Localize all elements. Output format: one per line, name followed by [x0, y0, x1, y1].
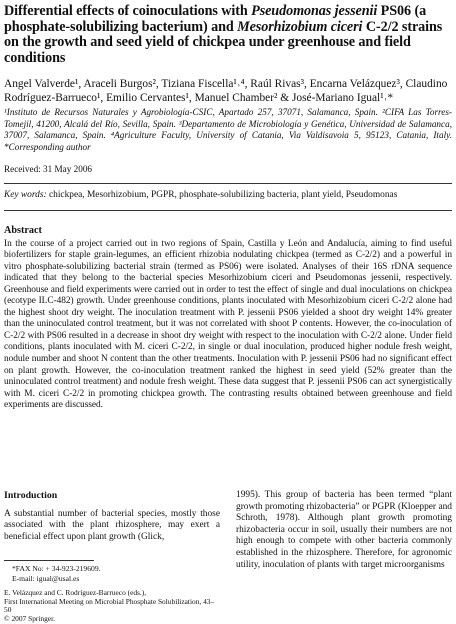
publication-editors: E. Velázquez and C. Rodríguez-Barrueco (eds.), — [4, 588, 147, 598]
publication-copyright: © 2007 Springer. — [4, 613, 55, 623]
author-list: Angel Valverde¹, Araceli Burgos², Tiziana Fiscella¹˒⁴, Raúl Rivas³, Encarna Velázquez³, Claudino Rodríguez-Barrueco¹, Emilio Cervantes¹, Manuel Chamber² & José-Mariano Igual¹˒* — [4, 78, 448, 104]
divider — [4, 183, 452, 184]
paper-title — [4, 4, 452, 66]
title-text-2: PS06 (a phosphate-solubilizing bacterium) and — [4, 3, 427, 35]
keywords-text: chickpea, Mesorhizobium, PGPR, phosphate-solubilizing bacteria, plant yield, Pseudomonas — [46, 189, 398, 200]
footnote-email: E-mail: igual@usal.es — [12, 573, 80, 583]
title-text-3: C-2/2 strains on the growth and seed yield of chickpea under greenhouse and field conditions — [4, 18, 443, 66]
footnote-fax: *FAX No: + 34-923-219609. — [12, 564, 101, 573]
divider — [4, 210, 452, 211]
keywords-label: Key words: — [4, 189, 47, 200]
right-column — [236, 488, 452, 571]
footnotes — [4, 560, 220, 624]
keywords — [4, 189, 452, 201]
left-column — [4, 488, 220, 571]
footnote-rule — [4, 560, 94, 561]
abstract-heading: Abstract — [4, 224, 42, 236]
publication-info — [4, 589, 220, 623]
body-columns — [4, 488, 452, 571]
introduction-heading: Introduction — [4, 490, 58, 501]
title-text-1: Differential effects of coinoculations with — [4, 3, 252, 19]
abstract-body: In the course of a project carried out in two regions of Spain, Castilla y León and Andalucía, aiming to find useful biofertilizers for staple grain-legumes, an efficient rhizobia nodulating chickpea (termed as C-2/2) and a powerful in vitro phosphate-solubilizing bacterial strain (termed as PS06) were isolated. Analyses of their 16S rDNA sequence indicated that they belong to the bacterial species Mesorhizobium ciceri and Pseudomonas jessenii, respectively. Greenhouse and field experiments were carried out in order to test the effect of single and dual inoculations on chickpea (ecotype ILC-482) growth. Under greenhouse conditions, plants inoculated with Mesorhizobium ciceri C-2/2 alone had the highest shoot dry weight. The inoculation treatment with P. jessenii PS06 yielded a shoot dry weight 14% greater than the uninoculated control treatment, but it was not correlated with shoot P contents. However, the co-inoculation of C-2/2 with PS06 resulted in a decrease in shoot dry weight with respect to the inoculation with C-2/2 alone. Under field conditions, plants inoculated with M. ciceri C-2/2, in single or dual inoculation, produced higher nodule fresh weight, nodule number and shoot N content than the other treatments. Inoculation with P. jessenii PS06 had no significant effect on plant growth. However, the co-inoculation treatment ranked the highest in seed yield (52% greater than the uninoculated control treatment) and nodule fresh weight. These data suggest that P. jessenii PS06 can act synergistically with M. ciceri C-2/2 in promoting chickpea growth. The contrasting results obtained between greenhouse and field experiments are discussed. — [4, 238, 452, 411]
intro-paragraph-left: A substantial number of bacterial species, mostly those associated with the plant rhizosphere, may exert a beneficial effect upon plant growth (Glick, — [4, 508, 220, 542]
received-date: Received: 31 May 2006 — [4, 163, 93, 174]
title-species-1: Pseudomonas jessenii — [251, 3, 378, 19]
publication-meeting: First International Meeting on Microbial Phosphate Solubilization, 43–50 — [4, 596, 215, 615]
title-species-2: Mesorhizobium ciceri — [237, 18, 363, 35]
affiliations: ¹Instituto de Recursos Naturales y Agrobiología-CSIC, Apartado 257, 37071, Salamanca, Spain. ²CIFA Las Torres-Tomejil, 41200, Alcalá del Río, Sevilla, Spain. ³Departamento de Microbiología y Genética, Universidad de Salamanca, 37007, Salamanca, Spain. ⁴Agriculture Faculty, University of Catania, Via Valdisavoia 5, 95123, Catania, Italy. *Corresponding author — [4, 107, 452, 152]
intro-paragraph-right: 1995). This group of bacteria has been termed “plant growth promoting rhizobacteria” or PGPR (Kloepper and Schroth, 1978). Although plant growth promoting rhizobacteria occur in soil, usually their numbers are not high enough to compete with other bacteria commonly established in the rhizosphere. Therefore, for agronomic utility, inoculation of plants with target microorganisms — [236, 490, 452, 570]
